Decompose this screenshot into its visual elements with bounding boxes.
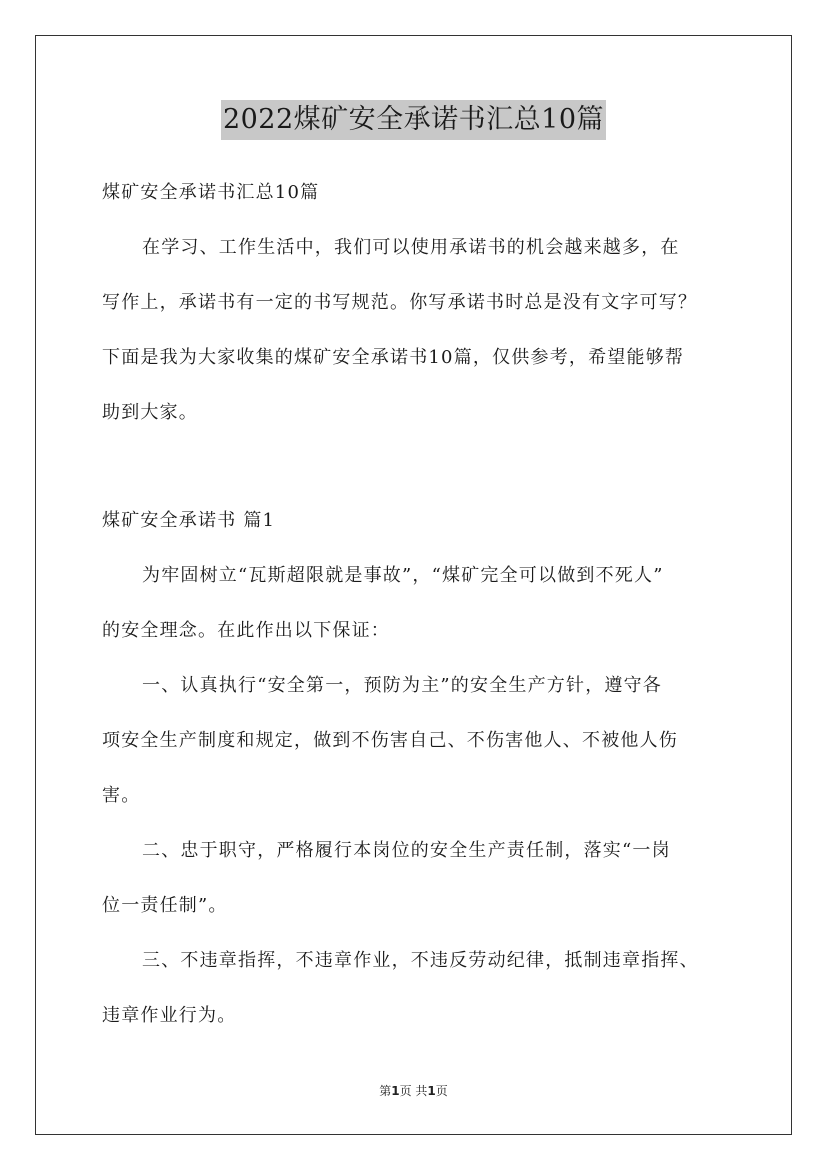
body-line-1: 为牢固树立“瓦斯超限就是事故”，“煤矿完全可以做到不死人” [142, 565, 664, 586]
body-line-7: 位一责任制”。 [102, 895, 228, 916]
body-line-6: 二、忠于职守，严格履行本岗位的安全生产责任制，落实“一岗 [142, 840, 671, 861]
footer-prefix: 第 [379, 1084, 392, 1098]
footer-page-number: 1 [391, 1084, 400, 1098]
intro-line-2: 写作上，承诺书有一定的书写规范。你写承诺书时总是没有文字可写？ [102, 292, 698, 313]
body-line-2: 的安全理念。在此作出以下保证： [102, 620, 390, 641]
section-heading: 煤矿安全承诺书 篇1 [102, 510, 276, 531]
body-line-5: 害。 [102, 785, 141, 806]
body-line-3: 一、认真执行“安全第一，预防为主”的安全生产方针，遵守各 [142, 675, 663, 696]
intro-line-3: 下面是我为大家收集的煤矿安全承诺书10篇，仅供参考，希望能够帮 [102, 347, 685, 368]
body-line-9: 违章作业行为。 [102, 1005, 237, 1026]
footer-suffix: 页 [435, 1084, 448, 1098]
body-line-4: 项安全生产制度和规定，做到不伤害自己、不伤害他人、不被他人伤 [102, 730, 678, 751]
page-footer [0, 1082, 827, 1100]
intro-line-1: 在学习、工作生活中，我们可以使用承诺书的机会越来越多，在 [142, 237, 680, 258]
intro-line-4: 助到大家。 [102, 402, 198, 423]
document-title: 2022煤矿安全承诺书汇总10篇 [221, 100, 606, 140]
title-container [0, 100, 827, 140]
footer-mid: 页 共 [399, 1084, 428, 1098]
body-line-8: 三、不违章指挥，不违章作业，不违反劳动纪律，抵制违章指挥、 [142, 950, 699, 971]
document-subtitle: 煤矿安全承诺书汇总10篇 [102, 182, 320, 203]
footer-page-total: 1 [427, 1084, 436, 1098]
